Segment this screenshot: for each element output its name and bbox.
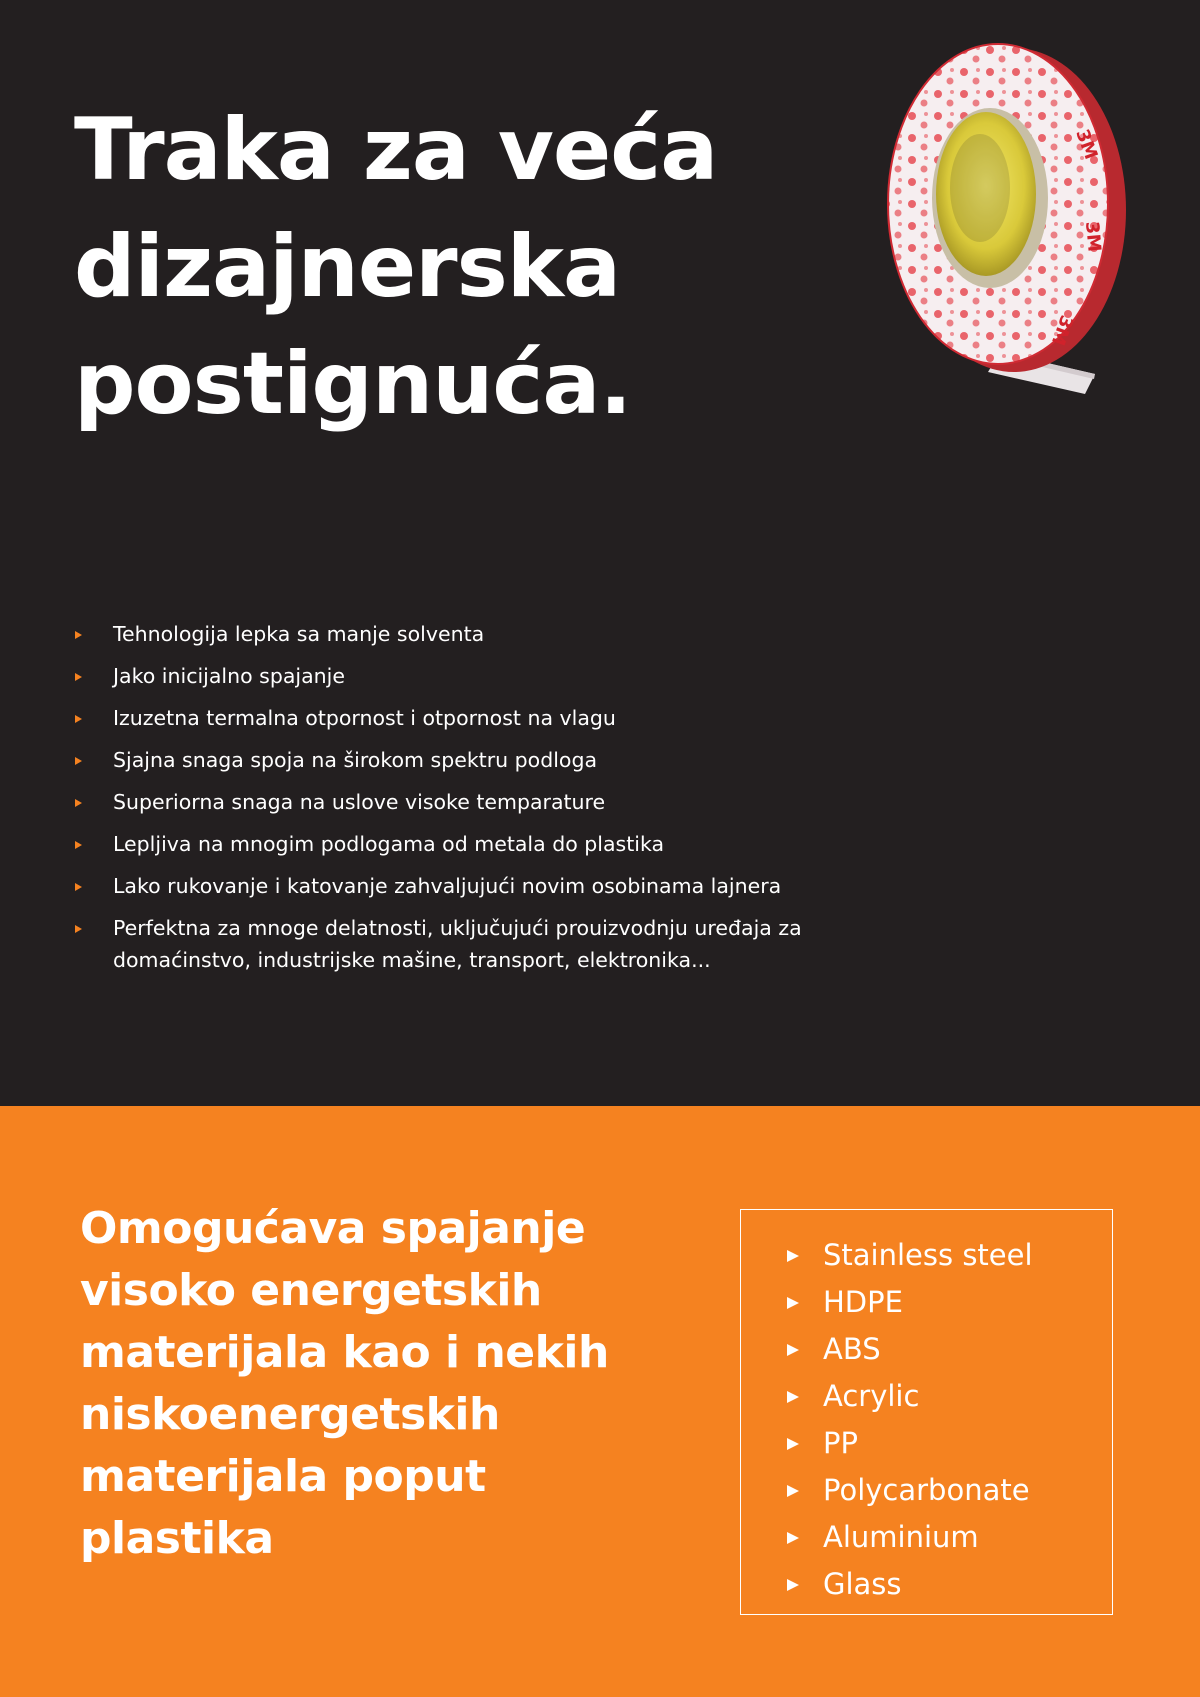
material-label: Polycarbonate <box>823 1473 1030 1507</box>
feature-text: Lako rukovanje i katovanje zahvaljujući novim osobinama lajnera <box>113 874 782 898</box>
arrow-bullet-icon <box>75 841 82 849</box>
arrow-bullet-icon <box>75 883 82 891</box>
feature-item <box>74 912 854 976</box>
materials-list <box>787 1232 1033 1608</box>
feature-item <box>74 870 854 902</box>
feature-text: Lepljiva na mnogim podlogama od metala do plastika <box>113 832 665 856</box>
headline-line: postignuća. <box>74 334 632 434</box>
headline-line: Traka za veća <box>74 100 718 200</box>
materials-box <box>740 1209 1113 1615</box>
feature-text: Sjajna snaga spoja na širokom spektru podloga <box>113 748 598 772</box>
feature-item <box>74 702 854 734</box>
bonding-headline-line: niskoenergetskih <box>80 1389 500 1440</box>
tape-roll-icon <box>880 22 1140 402</box>
triangle-bullet-icon <box>787 1297 799 1309</box>
triangle-bullet-icon <box>787 1344 799 1356</box>
bonding-headline-line: materijala poput <box>80 1451 486 1502</box>
material-item <box>787 1420 1033 1467</box>
bottom-section <box>0 1106 1200 1697</box>
bonding-headline-line: Omogućava spajanje <box>80 1203 586 1254</box>
triangle-bullet-icon <box>787 1391 799 1403</box>
material-label: ABS <box>823 1332 881 1366</box>
arrow-bullet-icon <box>75 757 82 765</box>
feature-item <box>74 786 854 818</box>
tape-logo: 3M <box>1081 220 1105 253</box>
material-item <box>787 1561 1033 1608</box>
bonding-headline <box>80 1198 700 1570</box>
material-item <box>787 1373 1033 1420</box>
material-item <box>787 1279 1033 1326</box>
arrow-bullet-icon <box>75 715 82 723</box>
feature-text: Perfektna za mnoge delatnosti, uključujući prouizvodnju uređaja za domaćinstvo, industrijske mašine, transport, elektronika... <box>113 916 802 972</box>
material-item <box>787 1514 1033 1561</box>
arrow-bullet-icon <box>75 799 82 807</box>
bonding-headline-line: visoko energetskih <box>80 1265 542 1316</box>
material-label: PP <box>823 1426 858 1460</box>
triangle-bullet-icon <box>787 1250 799 1262</box>
tape-logo: 3M <box>1046 312 1078 349</box>
material-label: Glass <box>823 1567 902 1601</box>
headline-line: dizajnerska <box>74 217 620 317</box>
feature-text: Superiorna snaga na uslove visoke temparature <box>113 790 606 814</box>
bonding-headline-line: materijala kao i nekih <box>80 1327 609 1378</box>
feature-item <box>74 744 854 776</box>
material-label: HDPE <box>823 1285 903 1319</box>
material-item <box>787 1232 1033 1279</box>
arrow-bullet-icon <box>75 631 82 639</box>
triangle-bullet-icon <box>787 1438 799 1450</box>
feature-text: Tehnologija lepka sa manje solventa <box>113 622 485 646</box>
tape-logo: 3M <box>1071 126 1102 163</box>
material-label: Stainless steel <box>823 1238 1033 1272</box>
feature-text: Izuzetna termalna otpornost i otpornost na vlagu <box>113 706 616 730</box>
material-label: Acrylic <box>823 1379 920 1413</box>
triangle-bullet-icon <box>787 1485 799 1497</box>
triangle-bullet-icon <box>787 1532 799 1544</box>
material-label: Aluminium <box>823 1520 979 1554</box>
triangle-bullet-icon <box>787 1579 799 1591</box>
headline <box>74 92 794 443</box>
feature-item <box>74 828 854 860</box>
arrow-bullet-icon <box>75 925 82 933</box>
feature-item <box>74 660 854 692</box>
material-item <box>787 1326 1033 1373</box>
arrow-bullet-icon <box>75 673 82 681</box>
bonding-headline-line: plastika <box>80 1513 274 1564</box>
material-item <box>787 1467 1033 1514</box>
feature-text: Jako inicijalno spajanje <box>113 664 345 688</box>
feature-item <box>74 618 854 650</box>
feature-list <box>74 618 854 986</box>
